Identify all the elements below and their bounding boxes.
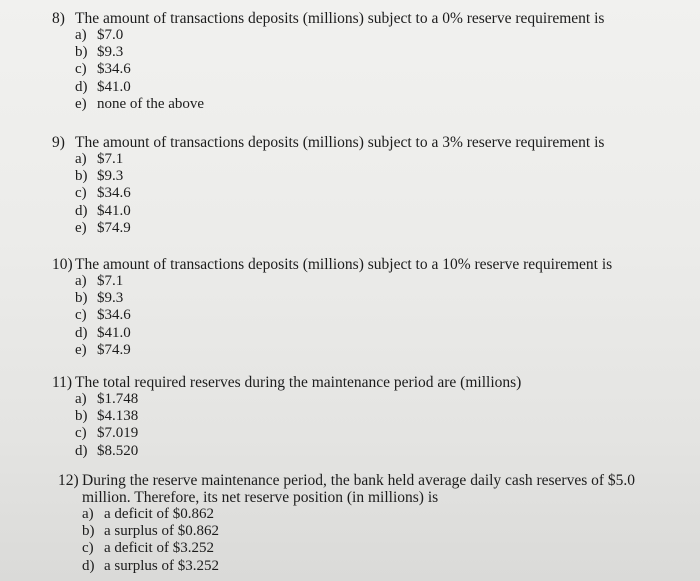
option-list: [75, 273, 612, 359]
question-stem: [52, 134, 604, 151]
option-b: b) $9.3: [75, 44, 124, 61]
option-a: a) $7.1: [75, 151, 124, 167]
option-d: d) a surplus of $3.252: [82, 557, 219, 574]
option-list: [75, 151, 604, 237]
option-d: d) $41.0: [75, 202, 131, 219]
question-12: [58, 472, 635, 575]
question-stem: [52, 374, 521, 391]
option-b: b) a surplus of $0.862: [82, 523, 219, 540]
option-a: a) $7.1: [75, 273, 124, 289]
option-d: d) $41.0: [75, 324, 131, 341]
option-c: c) a deficit of $3.252: [82, 540, 214, 557]
question-text: The total required reserves during the maintenance period are (millions): [75, 374, 522, 391]
question-text-line-2: million. Therefore, its net reserve position (in millions) is: [82, 489, 439, 506]
option-b: b) $9.3: [75, 290, 124, 307]
question-number: 10): [52, 256, 73, 273]
option-d: d) $8.520: [75, 442, 139, 459]
option-d: d) $41.0: [75, 78, 131, 95]
option-e: e) none of the above: [75, 95, 205, 112]
option-b: b) $4.138: [75, 408, 139, 425]
question-number: 8): [52, 10, 65, 27]
question-stem: [58, 472, 635, 489]
question-text-line-1: During the reserve maintenance period, the bank held average daily cash reserves of $5.0: [82, 472, 636, 489]
option-c: c) $34.6: [75, 61, 131, 78]
option-e: e) $74.9: [75, 219, 131, 236]
option-a: a) $7.0: [75, 27, 124, 43]
question-text: The amount of transactions deposits (millions) subject to a 0% reserve requirement is: [75, 10, 605, 27]
question-number: 11): [52, 374, 73, 391]
question-10: [52, 256, 612, 359]
option-e: e) $74.9: [75, 341, 131, 358]
question-11: [52, 374, 521, 460]
option-list: [75, 391, 521, 460]
question-text: The amount of transactions deposits (millions) subject to a 3% reserve requirement is: [75, 134, 605, 151]
option-c: c) $7.019: [75, 425, 139, 442]
option-a: a) $1.748: [75, 391, 139, 407]
option-c: c) $34.6: [75, 307, 131, 324]
option-b: b) $9.3: [75, 168, 124, 185]
question-number: 9): [52, 134, 65, 151]
question-stem: [52, 256, 612, 273]
question-text: The amount of transactions deposits (millions) subject to a 10% reserve requirement is: [75, 256, 613, 273]
option-list: [75, 27, 604, 113]
option-a: a) a deficit of $0.862: [82, 506, 214, 522]
option-list: [82, 506, 635, 575]
question-9: [52, 134, 604, 237]
question-number: 12): [58, 472, 79, 489]
question-8: [52, 10, 604, 113]
option-c: c) $34.6: [75, 185, 131, 202]
question-stem: [52, 10, 604, 27]
